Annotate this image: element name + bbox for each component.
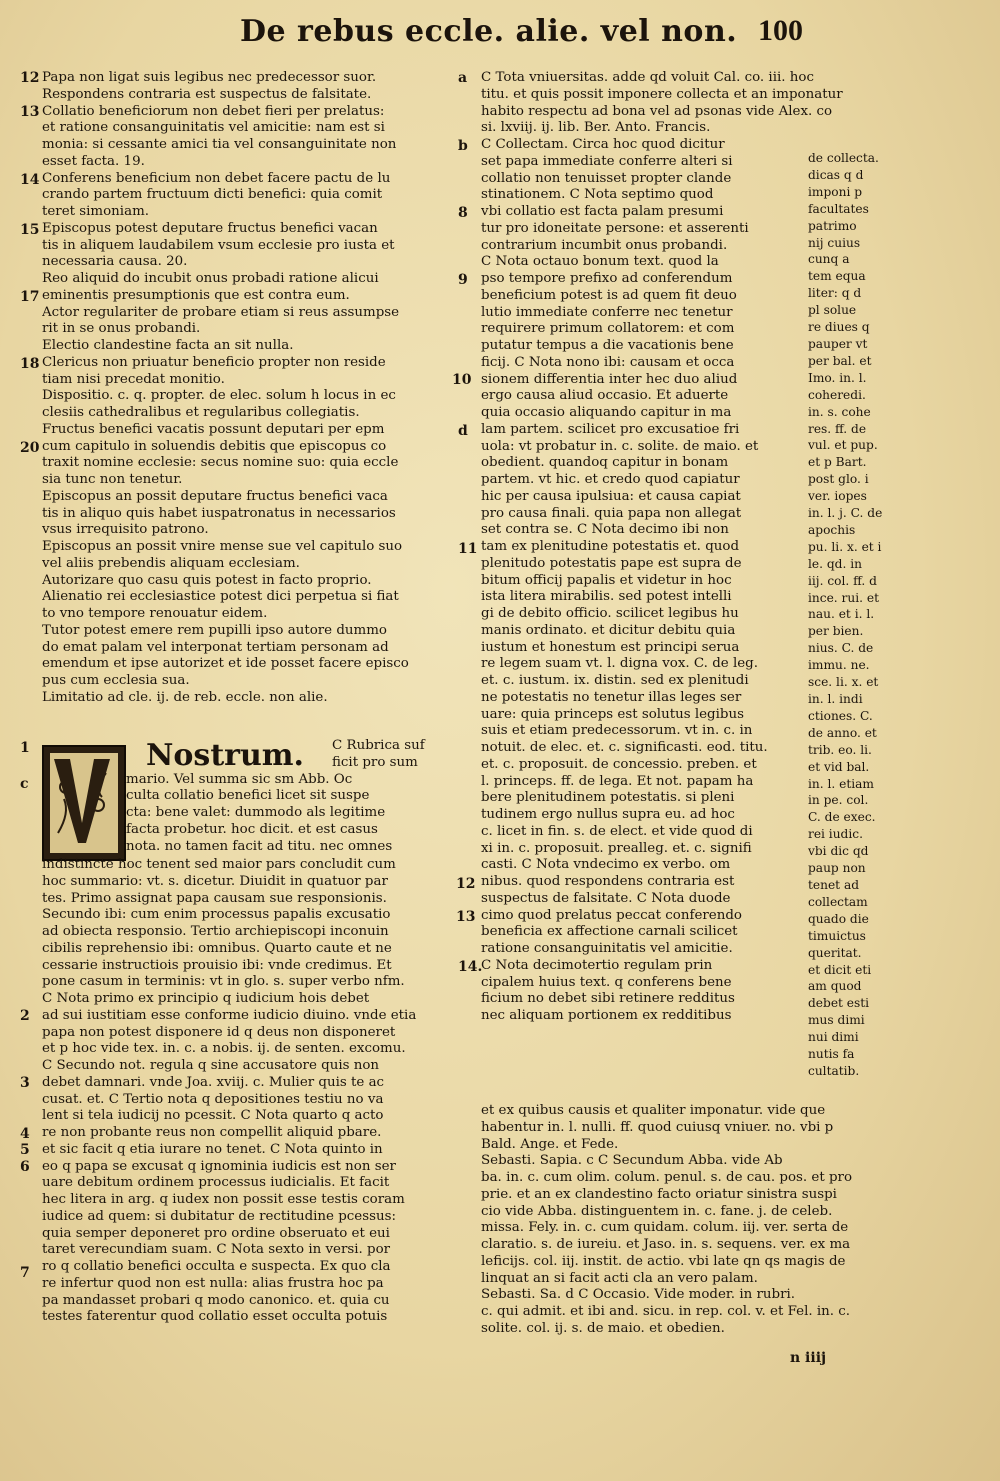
decorated-initial-icon [42,745,126,861]
margin-marker: 7 [20,1265,30,1281]
rubric-commentary-full [42,857,452,1326]
text-line: cunq a [808,252,850,267]
text-line: trib. eo. li. [808,742,872,757]
text-line: pso tempore prefixo ad conferendum [481,271,733,286]
text-line: re non probante reus non compellit aliquid pbare. [42,1125,382,1140]
text-line: uare: quia princeps est solutus legibus [481,706,744,722]
text-line: Papa non ligat suis legibus nec predecessor suor. [42,70,377,85]
text-line: Sebasti. Sa. d C Occasio. Vide moder. in rubri. [481,1287,796,1303]
text-line: linquat an si facit acti cla an vero palam. [481,1270,758,1286]
text-line: eminentis presumptionis que est contra eum. [42,287,350,303]
text-line: imponi p [808,184,863,199]
text-line: tes. Primo assignat papa causam sue responsionis. [42,890,387,906]
text-line: c. qui admit. et ibi and. sicu. in rep. col. v. et Fel. in. c. [481,1304,851,1319]
rubric-commentary-narrow [126,738,456,855]
text-line: in. l. indi [808,692,863,706]
text-line: necessaria causa. 20. [42,254,188,270]
text-line: mus dimi [808,1013,865,1028]
text-line: pro causa finali. quia papa non allegat [481,505,742,521]
text-line: iij. col. ff. d [808,573,877,588]
text-line: testes faterentur quod collatio esset occulta potuis [42,1309,388,1325]
margin-number: 12 [20,70,40,86]
text-line: paup non [808,861,866,876]
text-line: tis in aliquem laudabilem vsum ecclesie pro iusta et [42,237,395,253]
folio-number: 100 [758,14,803,47]
text-line: tam ex plenitudine potestatis et. quod [481,539,740,554]
text-line: quia semper deponeret pro ordine obseruato et eui [42,1225,390,1241]
text-line: ficium no debet sibi retinere redditus [481,991,735,1007]
margin-marker: 6 [20,1159,30,1175]
text-line: do emat palam vel interponat tertiam personam ad [42,639,389,655]
text-line: de anno. et [808,725,877,740]
text-line: queritat. [808,945,862,960]
text-line: Clericus non priuatur beneficio propter non reside [42,354,386,370]
text-line: habentur in. l. nulli. ff. quod cuiusq vniuer. no. vbi p [481,1119,834,1135]
left-summary-column [42,70,452,707]
text-line: et vid bal. [808,759,870,774]
running-title: De rebus eccle. alie. vel non. [240,14,738,49]
text-line: re infertur quod non est nulla: alias frustra hoc pa [42,1275,384,1291]
text-line: cum capitulo in soluendis debitis que episcopus co [42,438,387,454]
text-line: si. lxviij. ij. lib. Ber. Anto. Francis. [481,120,711,136]
text-line: pone casum in terminis: vt in glo. s. super verbo nfm. [42,974,405,990]
text-line: lent si tela iudicij no pcessit. C Nota quarto q acto [42,1108,384,1124]
text-line: C Nota octauo bonum text. quod la [481,254,719,270]
margin-marker: d [458,423,468,439]
text-line: tenet ad [808,877,860,892]
text-line: in. l. j. C. de [808,506,883,521]
text-line: Secundo ibi: cum enim processus papalis excusatio [42,907,391,923]
text-line: patrimo [808,218,857,233]
text-line: gi de debito officio. scilicet legibus hu [481,606,739,621]
text-line: xi in. c. proposuit. prealleg. et. c. signifi [481,840,752,856]
text-line: bere plenitudinem potestatis. si pleni [481,790,735,806]
text-line: Tutor potest emere rem pupilli ipso autore dummo [42,622,387,638]
text-line: Autorizare quo casu quis potest in facto proprio. [42,572,372,588]
text-line: per bal. et [808,353,872,368]
text-line: manis ordinato. et dicitur debitu quia [481,622,736,638]
text-line: apochis [808,522,856,537]
margin-marker: b [458,138,468,154]
text-line: le. qd. in [808,556,862,571]
text-line: tiam nisi precedat monitio. [42,371,225,387]
text-line: teret simoniam. [42,204,150,219]
text-line: sia tunc non tenetur. [42,472,183,487]
text-line: beneficium potest is ad quem fit deuo [481,287,737,303]
text-line: requirere primum collatorem: et com [481,321,735,337]
text-line: de collecta. [808,151,879,165]
text-line: tem equa [808,269,866,284]
text-line: quia occasio aliquando capitur in ma [481,405,732,420]
text-line: nij cuius [808,235,861,250]
text-line: facultates [808,201,869,216]
margin-marker: 3 [20,1075,30,1091]
text-line: vel aliis prebendis aliquam ecclesiam. [42,555,300,571]
text-line: pa mandasset probari q modo canonico. et. quia cu [42,1292,390,1308]
text-line: in. l. etiam [808,776,874,791]
margin-marker: 8 [458,205,468,221]
margin-marker: 4 [20,1126,30,1142]
margin-number: 15 [20,222,40,238]
text-line: am quod [808,979,862,994]
margin-marker: 2 [20,1008,30,1024]
text-line: et ratione consanguinitatis vel amicitie: nam est si [42,120,385,136]
text-line: l. princeps. ff. de lega. Et not. papam ha [481,773,754,789]
text-line: cessarie instructiois prouisio ibi: vnde credimus. Et [42,957,392,973]
text-line: debet damnari. vnde Joa. xviij. c. Mulier quis te ac [42,1074,385,1090]
text-line: immu. ne. [808,658,870,673]
text-line: iustum et honestum est principi serua [481,639,740,655]
text-line: pauper vt [808,336,868,351]
margin-marker: 11 [458,541,478,557]
text-line: facta probetur. hoc dicit. et est casus [126,821,378,837]
text-line: C Nota decimotertio regulam prin [481,957,713,973]
text-line: Episcopus an possit deputare fructus benefici vaca [42,488,388,504]
margin-marker: 9 [458,272,468,288]
text-line: beneficia ex affectione carnali scilicet [481,924,738,940]
text-line: ad obiecta responsio. Tertio archiepiscopi inconuin [42,924,389,939]
text-line: hec litera in arg. q iudex non possit esse testis coram [42,1192,405,1207]
text-line: stinationem. C Nota septimo quod [481,187,714,203]
text-line: ista litera mirabilis. sed potest intelli [481,589,732,605]
text-line: habito respectu ad bona vel ad psonas vide Alex. co [481,103,833,119]
text-line: Imo. in. l. [808,370,867,385]
text-line: missa. Fely. in. c. cum quidam. colum. iij. ver. serta de [481,1220,849,1236]
text-line: set contra se. C Nota decimo ibi non [481,522,729,538]
text-line: coheredi. [808,387,866,402]
text-line: cio vide Abba. distinguentem in. c. fane. j. de celeb. [481,1203,833,1219]
margin-marker: 1 [20,740,30,756]
text-line: tur pro idoneitate persone: et asserenti [481,220,749,236]
text-line: bitum officij papalis et videtur in hoc [481,572,732,588]
text-line: suspectus de falsitate. C Nota duode [481,890,731,906]
text-line: in pe. col. [808,793,869,808]
text-line: pu. li. x. et i [808,539,882,554]
marginal-gloss-column [808,150,892,1080]
text-line: mario. Vel summa sic sm Abb. Oc [126,771,353,787]
text-line: et p hoc vide tex. in. c. a nobis. ij. de senten. excomu. [42,1041,406,1057]
text-line: vsus irrequisito patrono. [42,522,209,538]
text-line: et. c. iustum. ix. distin. sed ex plenitudi [481,673,749,688]
text-line: iudice ad quem: si dubitatur de rectitudine pcessus: [42,1208,396,1224]
signature-mark: n iiij [790,1350,827,1366]
text-line: leficijs. col. iij. instit. de actio. vbi late qn qs magis de [481,1253,846,1269]
text-line: Limitatio ad cle. ij. de reb. eccle. non alie. [42,689,328,705]
text-line: dicas q d [808,167,864,182]
text-line: et ex quibus causis et qualiter imponatur. vide que [481,1103,826,1118]
text-line: vbi collatio est facta palam presumi [481,204,724,219]
text-line: post glo. i [808,472,869,487]
text-line: tis in aliquo quis habet iuspatronatus in necessarios [42,505,396,521]
text-line: rit in se onus probandi. [42,321,201,337]
text-line: to vno tempore renouatur eidem. [42,606,268,621]
text-line: tudinem ergo nullus supra eu. ad hoc [481,807,735,822]
text-line: nau. et i. l. [808,607,875,622]
text-line: ficij. C Nota nono ibi: causam et occa [481,354,735,370]
text-line: ad sui iustitiam esse conforme iudicio diuino. vnde etia [42,1007,417,1023]
text-line: casti. C Nota vndecimo ex verbo. om [481,857,731,873]
text-line: clesiis cathedralibus et regularibus collegiatis. [42,405,360,420]
text-line: C. de exec. [808,810,876,825]
margin-marker: 12 [456,876,476,892]
text-line: partem. vt hic. et credo quod capiatur [481,472,740,487]
text-line: cultatib. [808,1063,860,1078]
margin-marker: a [458,70,468,86]
text-line: Reo aliquid do incubit onus probadi ratione alicui [42,271,379,286]
text-line: claratio. s. de iureiu. et Jaso. in. s. sequens. ver. ex ma [481,1237,851,1252]
text-line: Sebasti. Sapia. c C Secundum Abba. vide Ab [481,1153,783,1169]
text-line: hoc summario: vt. s. dicetur. Diuidit in quatuor par [42,873,388,889]
text-line: Collatio beneficiorum non debet fieri per prelatus: [42,103,385,119]
text-line: lutio immediate conferre nec tenetur [481,304,733,320]
text-line: nutis fa [808,1047,855,1062]
text-line: traxit nomine ecclesie: secus nomine suo: quia eccle [42,455,399,471]
margin-number: 20 [20,440,40,456]
text-line: quado die [808,911,869,926]
margin-number: 18 [20,356,40,372]
text-line: collectam [808,894,868,909]
text-line: rei iudic. [808,827,863,842]
text-line: ver. iopes [808,489,867,504]
text-line: et p Bart. [808,455,867,470]
text-line: Dispositio. c. q. propter. de elec. solum h locus in ec [42,388,396,404]
text-line: in. s. cohe [808,404,871,419]
bottom-gloss-block [481,1103,895,1338]
text-line: nec aliquam portionem ex redditibus [481,1008,732,1023]
margin-marker: 14. [458,959,483,975]
text-line: et dicit eti [808,962,872,977]
text-line: emendum et ipse autorizet et ide posset facere episco [42,656,409,672]
text-line: plenitudo potestatis pape est supra de [481,555,742,571]
text-line: c. licet in fin. s. de elect. et vide quod di [481,823,753,839]
text-line: uola: vt probatur in. c. solite. de maio. et [481,438,759,454]
text-line: Respondens contraria est suspectus de falsitate. [42,86,372,102]
text-line: set papa immediate conferre alteri si [481,153,733,169]
text-line: Episcopus potest deputare fructus benefici vacan [42,220,378,236]
text-line: ergo causa aliud occasio. Et aduerte [481,388,729,404]
text-line: et. c. proposuit. de concessio. preben. et [481,756,757,772]
text-line: Bald. Ange. et Fede. [481,1136,619,1152]
text-line: taret verecundiam suam. C Nota sexto in versi. por [42,1242,391,1258]
text-line: C Secundo not. regula q sine accusatore quis non [42,1058,380,1073]
text-line: ince. rui. et [808,590,879,605]
text-line: Episcopus an possit vnire mense sue vel capitulo suo [42,539,403,554]
text-line: nota. no tamen facit ad titu. nec omnes [126,838,393,854]
text-line: nui dimi [808,1030,859,1045]
margin-marker: 13 [456,909,476,925]
text-line: crando partem fructuum dicti benefici: quia comit [42,187,383,203]
rubric-word: Nostrum. [146,738,304,773]
text-line: contrarium incumbit onus probandi. [481,237,728,253]
text-line: Electio clandestine facta an sit nulla. [42,338,294,353]
text-line: ro q collatio benefici occulta e suspecta. Ex quo cla [42,1259,391,1274]
text-line: timuictus [808,928,866,943]
text-line: nius. C. de [808,641,874,656]
text-line: obedient. quandoq capitur in bonam [481,455,729,471]
text-line: putatur tempus a die vacationis bene [481,338,734,353]
text-line: et sic facit q etia iurare no tenet. C Nota quinto in [42,1141,383,1157]
margin-marker: c [20,776,29,792]
text-line: prie. et an ex clandestino facto oriatur sinistra suspi [481,1186,837,1202]
margin-marker: 5 [20,1142,30,1158]
text-line: ctiones. C. [808,708,873,723]
text-line: uare debitum ordinem processus iudicialis. Et facit [42,1175,390,1191]
text-line: solite. col. ij. s. de maio. et obedien. [481,1320,725,1336]
text-line: eo q papa se excusat q ignominia iudicis est non ser [42,1158,396,1174]
text-line: vbi dic qd [808,844,869,859]
text-line: pl solue [808,303,857,318]
text-line: cipalem huius text. q conferens bene [481,974,732,990]
text-line: notuit. de elec. et. c. significasti. eod. titu. [481,740,768,755]
margin-marker: 10 [452,372,472,388]
text-line: indistincte hoc tenent sed maior pars concludit cum [42,857,396,872]
text-line: liter: q d [808,286,862,301]
text-line: pus cum ecclesia sua. [42,673,190,688]
text-line: esset facta. 19. [42,153,145,169]
text-line: ratione consanguinitatis vel amicitie. [481,941,733,956]
text-line: per bien. [808,624,864,639]
text-line: suis et etiam predecessorum. vt in. c. in [481,723,753,739]
text-line: Alienatio rei ecclesiastice potest dici perpetua si fiat [42,589,399,605]
text-line: C Collectam. Circa hoc quod dicitur [481,137,725,152]
text-line: cimo quod prelatus peccat conferendo [481,907,742,923]
margin-number: 14 [20,172,40,188]
margin-number: 17 [20,289,40,305]
text-line: cusat. et. C Tertio nota q depositiones testiu no va [42,1091,384,1107]
text-line: lam partem. scilicet pro excusatioe fri [481,421,740,437]
text-line: sce. li. x. et [808,675,879,690]
text-line: cta: bene valet: dummodo als legitime [126,805,386,820]
text-line: papa non potest disponere id q deus non disponeret [42,1024,396,1040]
text-line: C Tota vniuersitas. adde qd voluit Cal. co. iii. hoc [481,70,814,85]
text-line: Fructus benefici vacatis possunt deputari per epm [42,421,385,437]
text-line: ficit pro sum [332,754,418,770]
text-line: nibus. quod respondens contraria est [481,874,735,889]
text-line: re legem suam vt. l. digna vox. C. de leg. [481,656,758,672]
text-line: sionem differentia inter hec duo aliud [481,371,738,387]
text-line: Actor regulariter de probare etiam si reus assumpse [42,304,400,320]
text-line: C Rubrica suf [332,738,425,753]
text-line: C Nota primo ex principio q iudicium hois debet [42,991,370,1006]
margin-number: 13 [20,104,40,120]
text-line: titu. et quis possit imponere collecta et an imponatur [481,86,843,102]
floral-ornament-icon [50,753,114,849]
text-line: res. ff. de [808,421,867,436]
text-line: vul. et pup. [808,438,878,453]
text-line: monia: si cessante amici tia vel consanguinitate non [42,137,397,152]
text-line: culta collatio benefici licet sit suspe [126,788,370,804]
text-line: debet esti [808,996,870,1011]
text-line: ne potestatis no tenetur illas leges ser [481,689,742,705]
text-line: ba. in. c. cum olim. colum. penul. s. de cau. pos. et pro [481,1170,853,1185]
text-line: collatio non tenuisset propter clande [481,170,732,186]
text-line: cibilis reprehensio ibi: omnibus. Quarto caute et ne [42,940,392,956]
text-line: re diues q [808,320,870,335]
text-line: Conferens beneficium non debet facere pactu de lu [42,170,391,186]
text-line: hic per causa ipulsiua: et causa capiat [481,488,741,504]
